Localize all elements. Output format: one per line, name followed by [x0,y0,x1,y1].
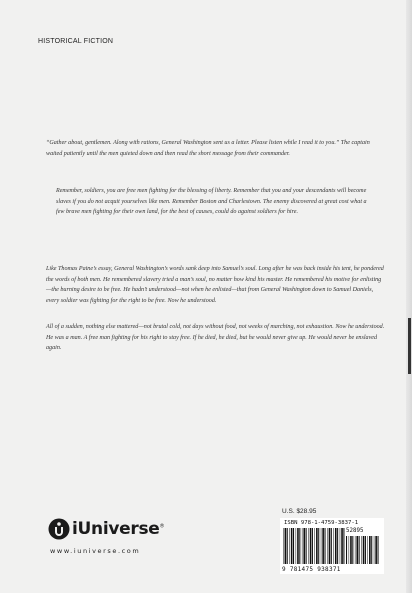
price-code: 52895 [346,528,364,534]
genre-label: HISTORICAL FICTION [38,38,114,45]
reflection-paragraph: Like Thomas Paine’s essay, General Washington’s words sank deep into Samuel’s soul. Long after he was back inside his tent, he pondered the words of both men. He remembered slavery tried a man’s soul, no matter how kind his master. He remembered his motive for enlisting—the burning desire to be free. He hadn’t understood—not when he enlisted—that from General Washington down to Samuel Daniels, every soldier was fighting for the right to be free. Now he understood. [46,266,384,304]
barcode [280,518,384,574]
cover-edge [406,0,412,593]
publisher-name: iUniverse [72,519,160,539]
addon-barcode-bars [346,536,380,564]
registered-mark: ® [159,523,165,530]
iuniverse-logo-icon [48,518,70,540]
barcode-digits: 9 781475 938371 [282,566,341,573]
publisher-logo [48,517,164,541]
edge-mark [408,318,411,374]
isbn-text: ISBN 978-1-4759-3837-1 [284,520,359,526]
washington-quote: Remember, soldiers, you are free men fighting for the blessing of liberty. Remember that you and your descendants will become slaves if you do not acquit yourselves like men. Remember Boston and Charlestown. The enemy discovered at great cost what a few brave men fighting for their own land, for the best of causes, could do against soldiers for hire. [56,188,367,215]
closing-paragraph: All of a sudden, nothing else mattered—not brutal cold, not days without food, not weeks of marching, not exhaustion. Now he understood. He was a man. A free man fighting for his right to stay free. If he died, he died, but he would never give up. He would never be enslaved again. [46,324,385,351]
price-label: U.S. $28.95 [282,508,317,515]
ean-barcode-bars [283,528,345,564]
publisher-url: www.iuniverse.com [50,547,141,555]
intro-paragraph: “Gather about, gentlemen. Along with rations, General Washington sent us a letter. Please listen while I read it to you.” The captain waited patiently until the men quieted down and then read the short message from their commander. [46,140,370,157]
